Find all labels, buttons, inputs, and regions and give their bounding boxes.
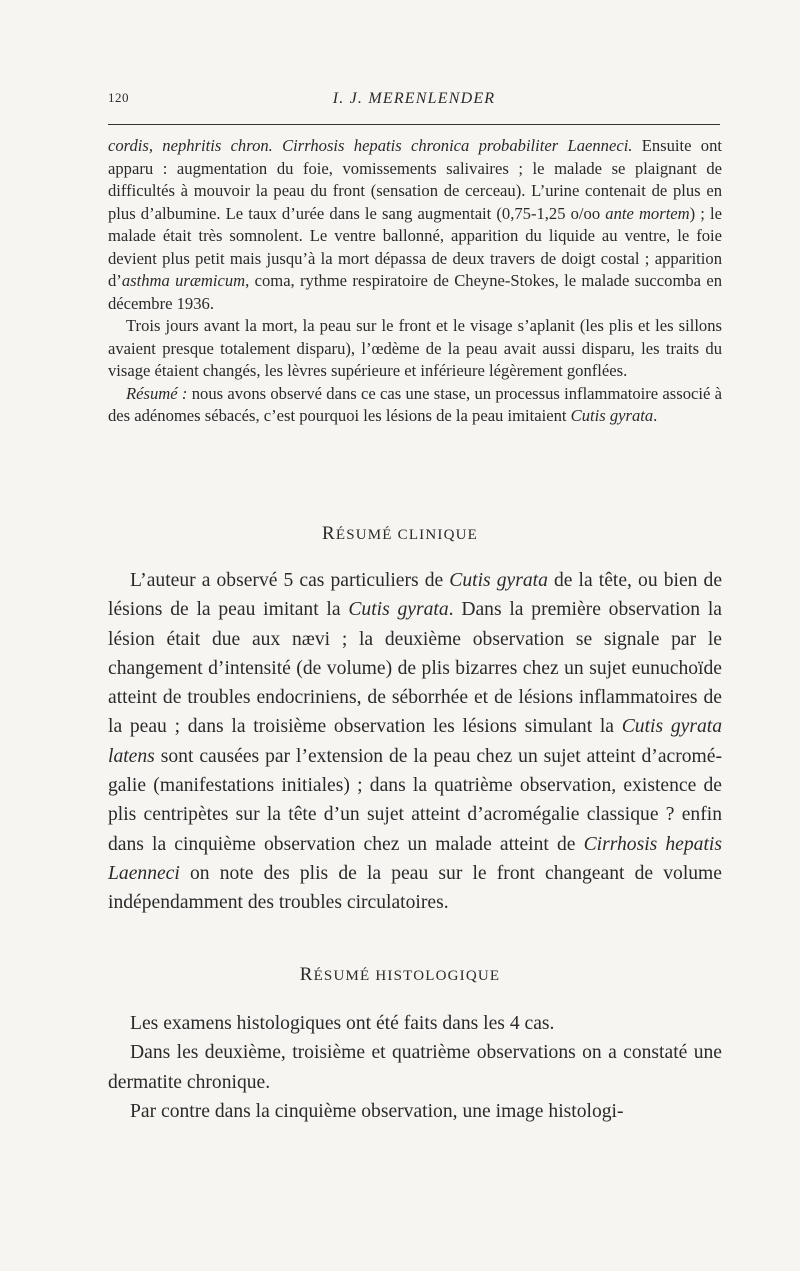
paragraph-text: ) ; le malade était très somnolent. Le ventre ballonné, apparition du liquide au ventre, le foie devient plus petit mais jusqu’à la mort dépassa de deux travers de doigt costal ; apparition d’ [108,203,722,290]
header-rule [108,124,720,125]
case-paragraph-2: Trois jours avant la mort, la peau sur le front et le visage s’aplanit (les plis et les sillons avaient presque totalement disparu), l’œdème de la peau avait aussi disparu, les traits du visage étaient changés, les lèvres supérieure et inférieure légèrement gonflées. [108,316,722,380]
paragraph-text: . [653,406,658,425]
clinical-summary [108,566,722,918]
histo-paragraph-1: Les examens histologiques ont été faits dans les 4 cas. [130,1013,555,1034]
paragraph-text: , coma, rythme respiratoire de Cheyne-Stokes, le malade succomba en décembre 1936. [108,271,722,313]
section-heading-clinique: RÉSUMÉ CLINIQUE [321,523,479,544]
page-number: 120 [108,90,129,105]
case-continuation [108,135,722,428]
clinical-summary-paragraph: L’auteur a observé 5 cas particuliers de Cutis gyrata de la tête, ou bien de lésions de la peau imitant la Cutis gyrata. Dans la première observation la lésion était due aux nævi ; la deuxième observation se signale par le changement d’intensité (de volume) de plis bizarres chez un sujet eunuchoïde atteint de troubles endocriniens, de séborrhée et de lésions inflammatoires de la peau ; dans la troisième observation les lésions simulant la Cutis gyrata latens sont causées par l’extension de la peau chez un sujet atteint d’acromégalie (manifestations initiales) ; dans la quatrième observation, existence de plis centripètes sur la tête d’un sujet atteint d’acromégalie classique ? enfin dans la cinquième observation chez un malade atteint de Cirrhosis hepatis Laenneci on note des plis de la peau sur le front changeant de volume indépendamment des troubles circulatoires. [108,570,723,914]
italic-term: Cutis gyrata [348,599,449,621]
section-heading-histologique: RÉSUMÉ HISTOLOGIQUE [299,964,501,985]
case-paragraph-1 [108,135,722,315]
italic-term: Résumé : [126,383,188,403]
paragraph-text: nous avons observé dans ce cas une stase, un processus inflammatoire associé à des adénomes sébacés, c’est pourquoi les lésions de la peau imitaient [108,383,723,425]
italic-term: Cirrhosis hepatis Laenneci [108,833,722,884]
paragraph-text: Ensuite ont apparu : augmentation du foie, vomissements salivaires ; le malade se plaignant de difficultés à mouvoir la peau du front (sensation de cerceau). L’urine contenait de plus en plus d’albumine. Le taux d’urée dans le sang augmentait (0,75-1,25 o/oo [108,136,722,223]
italic-term: ante mortem [605,203,690,223]
running-title: I. J. MERENLENDER [332,90,496,107]
italic-term: Cutis gyrata latens [108,716,722,767]
italic-term: asthma uræmicum [121,271,246,290]
italic-term: Cutis gyrata [570,406,654,425]
histological-summary [108,1009,722,1126]
running-header [108,90,720,114]
histo-paragraph-3: Par contre dans la cinquième observation, une image histologi- [130,1100,624,1122]
case-summary-paragraph [108,383,722,428]
italic-term: cordis, nephritis chron. Cirrhosis hepatis chronica probabiliter Laenneci. [108,136,633,155]
italic-term: Cutis gyrata [449,570,548,591]
histo-paragraph-2: Dans les deuxième, troisième et quatrième observations on a constaté une dermatite chronique. [108,1042,722,1093]
